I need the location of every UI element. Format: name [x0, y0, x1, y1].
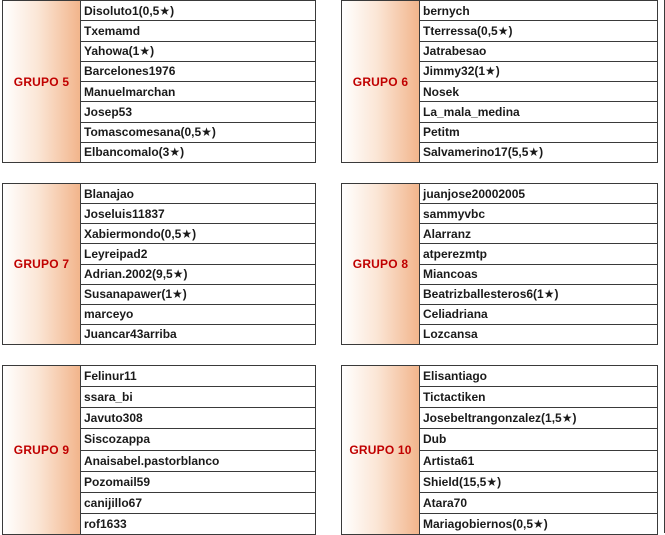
player-cell: Shield(15,5★) — [420, 472, 657, 493]
player-cell: Susanapawer(1★) — [81, 285, 315, 305]
player-cell: atperezmtp — [420, 244, 657, 264]
player-cell: Juancar43arriba — [84, 327, 177, 342]
group-6-label: GRUPO 6 — [342, 1, 420, 162]
group-9-players — [81, 366, 315, 534]
group-7-players — [81, 184, 315, 344]
player-cell: Jimmy32(1★) — [420, 62, 657, 82]
player-cell: Txemamd — [81, 21, 315, 41]
player-cell: Lozcansa — [423, 327, 478, 342]
group-6-table — [341, 0, 658, 163]
group-9-label: GRUPO 9 — [3, 366, 81, 534]
player-cell: Atara70 — [420, 493, 657, 514]
group-10-label: GRUPO 10 — [342, 366, 420, 534]
player-cell: Manuelmarchan — [81, 82, 315, 102]
player-cell: Xabiermondo(0,5★) — [81, 224, 315, 244]
player-cell: Tomascomesana(0,5★) — [81, 123, 315, 143]
player-cell: Adrian.2002(9,5★) — [81, 265, 315, 285]
player-cell: Artista61 — [420, 451, 657, 472]
group-6-players — [420, 1, 657, 162]
player-cell: Felinur11 — [81, 366, 315, 387]
group-8-table — [341, 183, 658, 345]
group-9-table — [2, 365, 316, 535]
player-cell: Mariagobiernos(0,5★) — [423, 516, 548, 531]
group-5-players — [81, 1, 315, 162]
player-cell: Leyreipad2 — [81, 244, 315, 264]
player-cell: Salvamerino17(5,5★) — [423, 145, 544, 160]
group-8-players — [420, 184, 657, 344]
player-cell: Yahowa(1★) — [81, 42, 315, 62]
player-cell: Petitm — [420, 123, 657, 143]
group-8-label: GRUPO 8 — [342, 184, 420, 344]
player-cell: Josep53 — [81, 102, 315, 122]
group-5-label: GRUPO 5 — [3, 1, 81, 162]
player-cell: Elisantiago — [420, 366, 657, 387]
player-cell: juanjose20002005 — [420, 184, 657, 204]
player-cell: Celiadriana — [420, 305, 657, 325]
player-cell: Pozomail59 — [81, 472, 315, 493]
player-cell: Tterressa(0,5★) — [420, 21, 657, 41]
player-cell: Disoluto1(0,5★) — [81, 1, 315, 21]
player-cell: Jatrabesao — [420, 42, 657, 62]
player-cell: Miancoas — [420, 265, 657, 285]
player-cell: Elbancomalo(3★) — [84, 145, 185, 160]
player-cell: bernych — [420, 1, 657, 21]
player-cell: sammyvbc — [420, 204, 657, 224]
player-cell: Blanajao — [81, 184, 315, 204]
player-cell: Anaisabel.pastorblanco — [81, 451, 315, 472]
player-cell: canijillo67 — [81, 493, 315, 514]
player-cell: Tictactiken — [420, 387, 657, 408]
player-cell: Joseluis11837 — [81, 204, 315, 224]
player-cell: Barcelones1976 — [81, 62, 315, 82]
group-7-label: GRUPO 7 — [3, 184, 81, 344]
player-cell: Javuto308 — [81, 408, 315, 429]
group-7-table — [2, 183, 316, 345]
player-cell: Siscozappa — [81, 429, 315, 450]
player-cell: La_mala_medina — [420, 102, 657, 122]
player-cell: Beatrizballesteros6(1★) — [420, 285, 657, 305]
player-cell: marceyo — [81, 305, 315, 325]
group-10-players — [420, 366, 657, 534]
player-cell: Alarranz — [420, 224, 657, 244]
group-10-table — [341, 365, 658, 535]
group-5-table — [2, 0, 316, 163]
player-cell: Josebeltrangonzalez(1,5★) — [420, 408, 657, 429]
player-cell: Dub — [420, 429, 657, 450]
player-cell: rof1633 — [84, 516, 127, 531]
player-cell: Nosek — [420, 82, 657, 102]
player-cell: ssara_bi — [81, 387, 315, 408]
